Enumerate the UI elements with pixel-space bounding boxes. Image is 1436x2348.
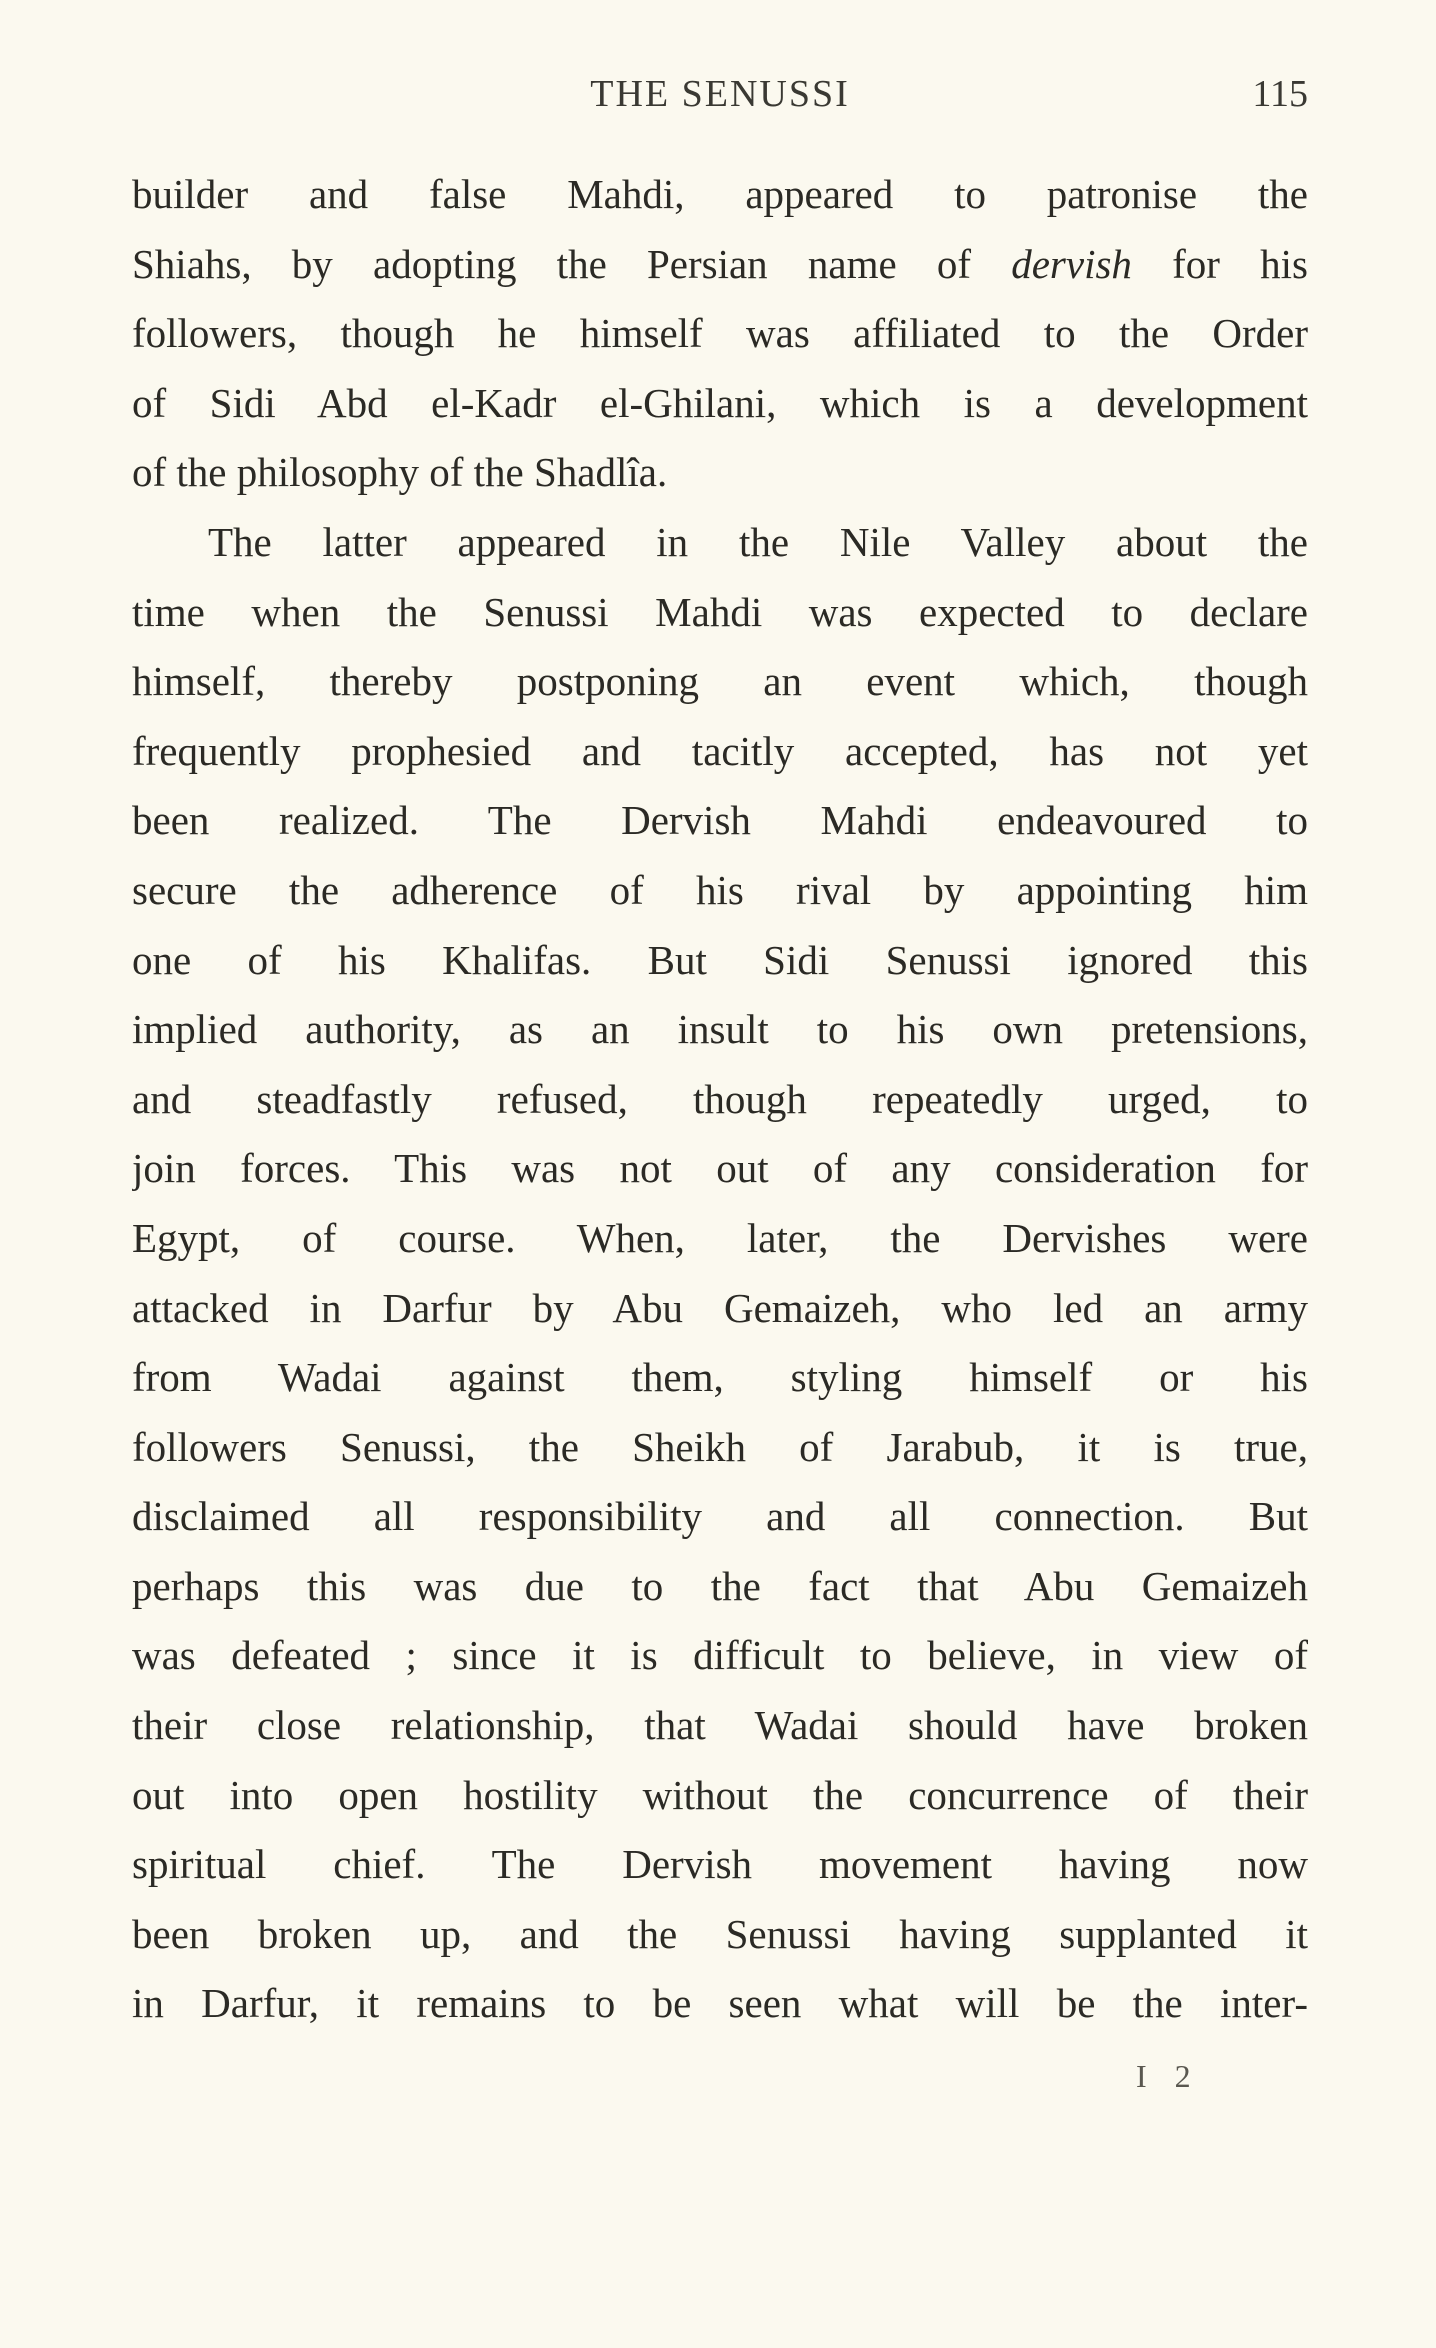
text-line: frequently prophesied and tacitly accepted, has not yet bbox=[132, 727, 1308, 774]
running-head bbox=[132, 72, 1308, 122]
text-line: from Wadai against them, styling himself or his bbox=[132, 1354, 1308, 1401]
text-line: of Sidi Abd el-Kadr el-Ghilani, which is a development bbox=[132, 379, 1308, 426]
text-line: in Darfur, it remains to be seen what will be the inter- bbox=[132, 1980, 1308, 2027]
running-title: THE SENUSSI bbox=[590, 73, 850, 115]
text-line: The latter appeared in the Nile Valley about the bbox=[208, 518, 1308, 565]
signature-mark: I 2 bbox=[1136, 2058, 1201, 2094]
text-segment: Shiahs, by adopting the Persian name of bbox=[132, 240, 972, 287]
text-line: been broken up, and the Senussi having supplanted it bbox=[132, 1910, 1308, 1957]
text-line: one of his Khalifas. But Sidi Senussi ignored this bbox=[132, 936, 1308, 983]
text-line: secure the adherence of his rival by appointing him bbox=[132, 866, 1308, 913]
text-line: himself, thereby postponing an event which, though bbox=[132, 658, 1308, 705]
text-line: followers, though he himself was affiliated to the Order bbox=[132, 310, 1308, 357]
text-line: and steadfastly refused, though repeatedly urged, to bbox=[132, 1075, 1308, 1122]
text-line: was defeated ; since it is difficult to believe, in view of bbox=[132, 1632, 1308, 1679]
text-line: implied authority, as an insult to his own pretensions, bbox=[132, 1006, 1308, 1053]
body-text bbox=[132, 160, 1308, 2039]
text-line: of the philosophy of the Shadlîa. bbox=[132, 449, 668, 496]
text-line: attacked in Darfur by Abu Gemaizeh, who led an army bbox=[132, 1284, 1308, 1331]
text-line: their close relationship, that Wadai should have broken bbox=[132, 1702, 1308, 1749]
text-line: perhaps this was due to the fact that Abu Gemaizeh bbox=[132, 1562, 1308, 1609]
text-line: out into open hostility without the concurrence of their bbox=[132, 1771, 1308, 1818]
text-segment: for his bbox=[1172, 240, 1308, 287]
page-number: 115 bbox=[1252, 73, 1308, 115]
italic-word: dervish bbox=[1011, 240, 1132, 287]
text-line: time when the Senussi Mahdi was expected to declare bbox=[132, 588, 1308, 635]
text-line: followers Senussi, the Sheikh of Jarabub, it is true, bbox=[132, 1423, 1308, 1470]
text-line: join forces. This was not out of any consideration for bbox=[132, 1145, 1308, 1192]
text-line: spiritual chief. The Dervish movement having now bbox=[132, 1841, 1308, 1888]
text-line bbox=[132, 230, 1308, 300]
text-line: Egypt, of course. When, later, the Dervishes were bbox=[132, 1214, 1308, 1261]
text-line: builder and false Mahdi, appeared to patronise the bbox=[132, 171, 1308, 217]
text-line: been realized. The Dervish Mahdi endeavoured to bbox=[132, 797, 1308, 844]
text-line: disclaimed all responsibility and all connection. But bbox=[132, 1493, 1308, 1540]
